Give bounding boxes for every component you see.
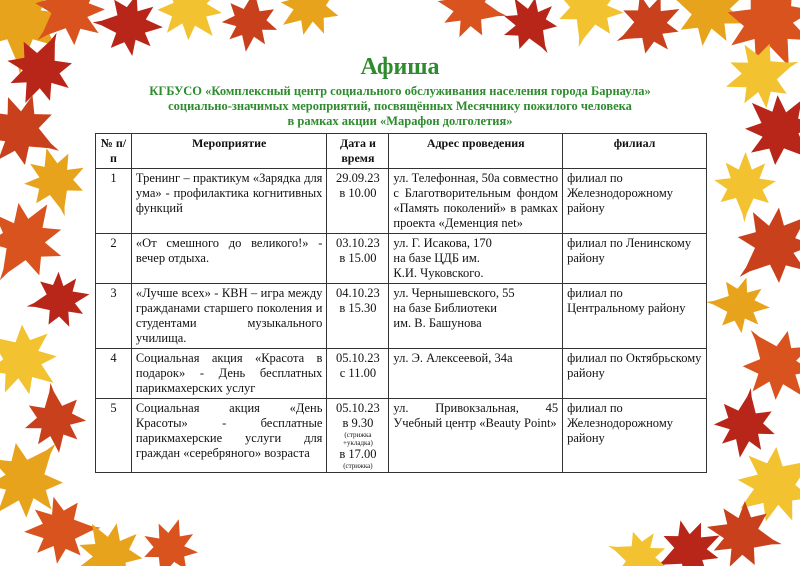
table-row xyxy=(96,284,707,349)
maple-leaf-icon xyxy=(20,379,90,456)
table-header-row xyxy=(96,134,707,169)
header-address: Адрес проведения xyxy=(389,134,563,169)
row-event: «От смешного до великого!» - вечер отдыха. xyxy=(131,234,327,284)
maple-leaf-icon xyxy=(0,184,81,302)
maple-leaf-icon xyxy=(0,19,87,116)
row-event: Тренинг – практикум «Зарядка для ума» - профилактика когнитивных функций xyxy=(131,169,327,234)
row-address: ул. Телефонная, 50а совместно с Благотворительным фондом «Память поколений» в рамках проекта «Деменция net» xyxy=(389,169,563,234)
row-date xyxy=(327,169,389,234)
header-date: Дата и время xyxy=(327,134,389,169)
maple-leaf-icon xyxy=(713,188,800,306)
maple-leaf-icon xyxy=(727,77,800,187)
maple-leaf-icon xyxy=(714,151,777,222)
row-branch: филиал по Центральному району xyxy=(563,284,707,349)
row-date-day: 05.10.23 xyxy=(336,351,380,365)
maple-leaf-icon xyxy=(21,267,95,334)
maple-leaf-icon xyxy=(722,308,800,418)
row-event: Социальная акция «Красота в подарок» - День бесплатных парикмахерских услуг xyxy=(131,349,327,399)
maple-leaf-icon xyxy=(17,140,95,224)
row-address: ул. Чернышевского, 55 на базе Библиотеки им. В. Башунова xyxy=(389,284,563,349)
row-branch: филиал по Железнодорожному району xyxy=(563,169,707,234)
row-date-time: с 11.00 xyxy=(339,366,377,380)
maple-leaf-icon xyxy=(718,426,800,541)
row-date xyxy=(327,399,389,473)
row-branch: филиал по Ленинскому району xyxy=(563,234,707,284)
events-table xyxy=(95,133,707,473)
maple-leaf-icon xyxy=(0,80,76,183)
maple-leaf-icon xyxy=(0,305,75,413)
maple-leaf-icon xyxy=(709,383,781,462)
row-event: «Лучше всех» - КВН – игра между гражданами старшего поколения и студентами музыкального училища. xyxy=(131,284,327,349)
table-row xyxy=(96,399,707,473)
row-address: ул. Г. Исакова, 170 на базе ЦДБ им. К.И. Чуковского. xyxy=(389,234,563,284)
row-date-time: в 15.30 xyxy=(339,301,377,315)
table-row xyxy=(96,349,707,399)
subtitle-line-3: в рамках акции «Марафон долголетия» xyxy=(287,114,513,128)
row-date-time-2: в 17.00 xyxy=(339,447,377,461)
subtitle-line-2: социально-значимых мероприятий, посвящённых Месячнику пожилого человека xyxy=(168,99,632,113)
row-date-time: в 15.00 xyxy=(339,251,377,265)
row-branch: филиал по Октябрьскому району xyxy=(563,349,707,399)
maple-leaf-icon xyxy=(0,0,65,74)
row-address: ул. Э. Алексеевой, 34а xyxy=(389,349,563,399)
row-date xyxy=(327,284,389,349)
row-num: 1 xyxy=(96,169,132,234)
row-date xyxy=(327,234,389,284)
maple-leaf-icon xyxy=(708,0,800,84)
row-date-day: 05.10.23 xyxy=(336,401,380,415)
poster-content xyxy=(85,0,715,566)
row-date-time: в 9.30 xyxy=(342,416,374,430)
row-num: 4 xyxy=(96,349,132,399)
maple-leaf-icon xyxy=(715,30,800,119)
table-row xyxy=(96,234,707,284)
row-date-day: 04.10.23 xyxy=(336,286,380,300)
row-branch: филиал по Железнодорожному району xyxy=(563,399,707,473)
maple-leaf-icon xyxy=(0,418,86,537)
header-event: Мероприятие xyxy=(131,134,327,169)
row-num: 5 xyxy=(96,399,132,473)
row-address: ул. Привокзальная, 45 Учебный центр «Beauty Point» xyxy=(389,399,563,473)
row-date xyxy=(327,349,389,399)
row-num: 2 xyxy=(96,234,132,284)
row-num: 3 xyxy=(96,284,132,349)
table-row xyxy=(96,169,707,234)
row-date-day: 29.09.23 xyxy=(336,171,380,185)
page-subtitle xyxy=(85,84,715,129)
row-date-time: в 10.00 xyxy=(339,186,377,200)
subtitle-line-1: КГБУСО «Комплексный центр социального обслуживания населения города Барнаула» xyxy=(149,84,651,98)
row-date-day: 03.10.23 xyxy=(336,236,380,250)
row-date-note-2: (стрижка) xyxy=(343,462,373,470)
header-num: № п/п xyxy=(96,134,132,169)
header-branch: филиал xyxy=(563,134,707,169)
row-date-note: (стрижка +укладка) xyxy=(343,431,373,447)
row-event: Социальная акция «День Красоты» - бесплатные парикмахерские услуги для граждан «серебряного» возраста xyxy=(131,399,327,473)
page-title: Афиша xyxy=(360,54,440,80)
